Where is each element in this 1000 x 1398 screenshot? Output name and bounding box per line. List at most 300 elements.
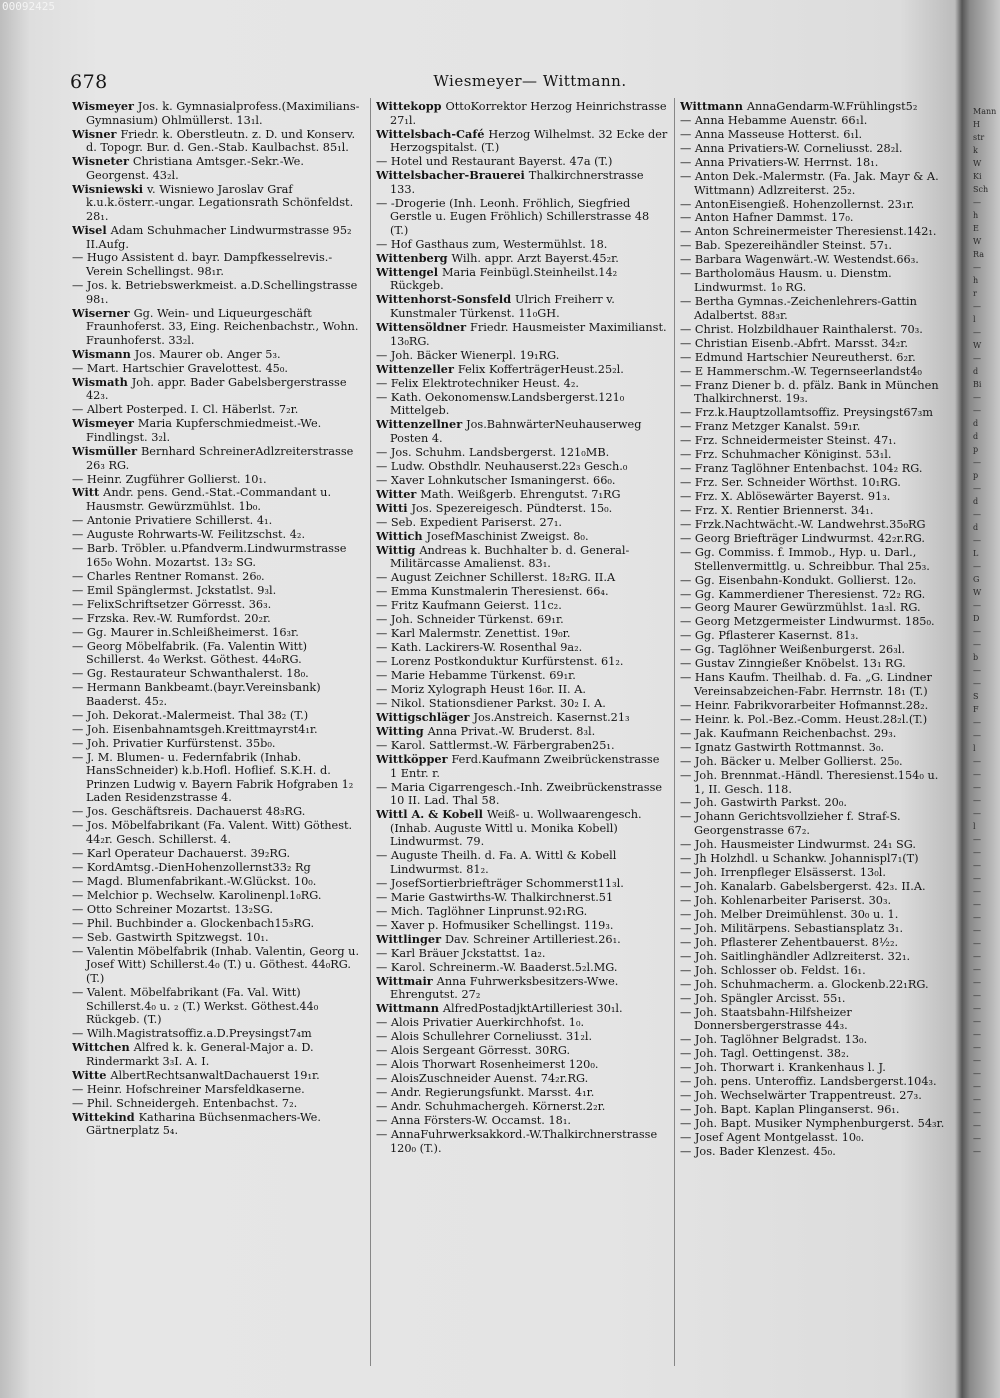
margin-fragment: — — [973, 913, 981, 922]
entry-text: — Fritz Kaufmann Geierst. 11c₂. — [376, 599, 562, 613]
entry-surname: Wittchen — [72, 1040, 134, 1055]
margin-fragment: — — [973, 874, 981, 883]
margin-fragment: — — [973, 809, 981, 818]
margin-fragment: d — [973, 367, 979, 376]
directory-entry — [680, 615, 950, 629]
entry-surname: Wismeyer — [72, 416, 138, 431]
entry-surname: Wittmann — [376, 1001, 443, 1016]
directory-entry — [680, 643, 950, 657]
entry-text: — Moriz Xylograph Heust 16₀r. II. A. — [376, 683, 586, 697]
entry-text: — Jos. k. Betriebswerkmeist. a.D.Schellingstrasse 98₁. — [72, 279, 358, 306]
entry-text: — Joh. Wechselwärter Trappentreust. 27₃. — [680, 1089, 922, 1103]
directory-entry — [72, 1069, 365, 1083]
entry-text: — Christian Eisenb.-Abfrt. Marsst. 34₂r. — [680, 336, 908, 350]
directory-entry — [376, 891, 670, 905]
directory-entry — [376, 877, 670, 891]
directory-entry — [680, 1117, 950, 1131]
directory-entry — [680, 156, 950, 170]
entry-surname: Wiserner — [72, 305, 134, 320]
directory-entry — [376, 627, 670, 641]
entry-text: — Georg Möbelfabrik. (Fa. Valentin Witt) Schillerst. 4₀ Werkst. Göthest. 44₀RG. — [72, 639, 308, 667]
directory-entry — [72, 584, 365, 598]
entry-text: — Anton Schreinermeister Theresienst.142₁. — [680, 225, 937, 239]
margin-fragment: — — [973, 1056, 981, 1065]
directory-entry — [680, 476, 950, 490]
directory-entry — [376, 349, 670, 363]
entry-surname: Wismann — [72, 346, 135, 361]
margin-fragment: — — [973, 562, 981, 571]
margin-fragment: — — [973, 328, 981, 337]
directory-entry — [72, 570, 365, 584]
entry-text: — Frz.k.Hauptzollamtsoffiz. Preysingst67₃m — [680, 406, 934, 420]
entry-text: — Karl Bräuer Jckstattst. 1a₂. — [376, 946, 546, 960]
entry-surname: Wittig — [376, 542, 420, 557]
entry-text: — -Drogerie (Inh. Leonh. Fröhlich, Siegfried Gerstle u. Eugen Fröhlich) Schillerstrasse 48 (T.) — [376, 196, 650, 237]
directory-entry — [376, 100, 670, 127]
margin-fragment: h — [973, 211, 979, 220]
directory-entry — [680, 629, 950, 643]
entry-text: — Karl Operateur Dachauerst. 39₂RG. — [72, 846, 291, 860]
directory-entry — [72, 875, 365, 889]
entry-text: — Anna Hebamme Auenstr. 66₁l. — [680, 113, 868, 127]
directory-entry — [680, 267, 950, 294]
entry-text: — Andr. Regierungsfunkt. Marsst. 4₁r. — [376, 1086, 595, 1100]
directory-entry — [680, 894, 950, 908]
entry-text: — Alois Sergeant Görresst. 30RG. — [376, 1044, 571, 1058]
directory-entry — [680, 880, 950, 894]
directory-entry — [376, 947, 670, 961]
margin-fragment: — — [973, 796, 981, 805]
margin-fragment: — — [973, 718, 981, 727]
margin-fragment: — — [973, 393, 981, 402]
entry-text: — Lorenz Postkonduktur Kurfürstenst. 61₂. — [376, 655, 624, 669]
directory-entry — [680, 1033, 950, 1047]
directory-entry — [376, 1030, 670, 1044]
entry-text: — Christ. Holzbildhauer Rainthalerst. 70₃. — [680, 322, 923, 336]
margin-fragment: — — [973, 679, 981, 688]
directory-entry — [680, 253, 950, 267]
entry-text: — Melchior p. Wechselw. Karolinenpl.1₀RG. — [72, 888, 322, 902]
entry-text: — Hermann Bankbeamt.(bayr.Vereinsbank) Baaderst. 45₂. — [72, 681, 321, 708]
entry-text: Ulrich Freiherr v. Kunstmaler Türkenst. 11₀GH. — [390, 293, 615, 321]
margin-fragment: Bi — [973, 380, 982, 389]
entry-text: — Auguste Theilh. d. Fa. A. Wittl & Kobell Lindwurmst. 81₂. — [376, 849, 617, 876]
margin-fragment: — — [973, 1134, 981, 1143]
directory-entry — [680, 128, 950, 142]
directory-entry — [72, 751, 365, 805]
entry-text: — Gg. Commiss. f. Immob., Hyp. u. Darl., Stellenvermittlg. u. Schreibbur. Thal 25₃. — [680, 545, 930, 573]
entry-text: — Joh. Eisenbahnamtsgeh.Kreittmayrst4₁r. — [72, 722, 318, 736]
directory-entry — [72, 986, 365, 1027]
directory-entry — [72, 279, 365, 306]
entry-text: — Joh. Gastwirth Parkst. 20₀. — [680, 796, 847, 810]
margin-fragment: E — [973, 224, 979, 233]
directory-entry — [680, 1075, 950, 1089]
entry-text: — Bartholomäus Hausm. u. Dienstm. Lindwurmst. 1₀ RG. — [680, 267, 892, 295]
directory-entry — [72, 861, 365, 875]
directory-entry — [376, 961, 670, 975]
entry-surname: Wittich — [376, 528, 427, 543]
margin-fragment: F — [973, 705, 979, 714]
directory-entry — [680, 1089, 950, 1103]
directory-entry — [376, 474, 670, 488]
margin-fragment: d — [973, 523, 979, 532]
entry-text: — Felix Elektrotechniker Heust. 4₂. — [376, 376, 579, 390]
margin-fragment: L — [973, 549, 979, 558]
entry-text: — Joh. Privatier Kurfürstenst. 35b₀. — [72, 736, 276, 750]
directory-entry — [72, 709, 365, 723]
entry-text: — Gg. Restaurateur Schwanthalerst. 18₀. — [72, 667, 309, 681]
directory-entry — [72, 445, 365, 472]
entry-surname: Wittköpper — [376, 751, 452, 766]
entry-surname: Wittenhorst-Sonsfeld — [376, 292, 516, 307]
entry-text: — Franz Metzger Kanalst. 59₁r. — [680, 420, 861, 434]
directory-entry — [72, 183, 365, 224]
directory-entry — [376, 516, 670, 530]
entry-surname: Wittenzellner — [376, 417, 467, 432]
entry-text: — FelixSchriftsetzer Görresst. 36₃. — [72, 597, 272, 611]
entry-text: — Georg Maurer Gewürzmühlst. 1a₃l. RG. — [680, 601, 921, 615]
entry-surname: Wittenzeller — [376, 361, 458, 376]
entry-text: — Johann Gerichtsvollzieher f. Straf-S. Georgenstrasse 67₂. — [680, 810, 901, 838]
directory-entry — [72, 737, 365, 751]
directory-entry — [376, 1016, 670, 1030]
directory-entry — [72, 514, 365, 528]
entry-text: — Joh. Kohlenarbeiter Pariserst. 30₃. — [680, 893, 892, 907]
directory-entry — [680, 518, 950, 532]
entry-surname: Witti — [376, 500, 412, 515]
entry-text: — Joh. Schneider Türkenst. 69₁r. — [376, 613, 564, 627]
directory-entry — [72, 403, 365, 417]
entry-text: — Joh. Melber Dreimühlenst. 30₀ u. 1. — [680, 907, 899, 921]
entry-text: — Gg. Kammerdiener Theresienst. 72₂ RG. — [680, 587, 926, 601]
entry-text: — Gg. Maurer in.Schleißheimerst. 16₃r. — [72, 625, 299, 639]
directory-entry — [680, 588, 950, 602]
entry-text: — Seb. Gastwirth Spitzwegst. 10₁. — [72, 930, 269, 944]
entry-text: Adam Schuhmacher Lindwurmstrasse 95₂ II.Aufg. — [86, 223, 352, 251]
directory-entry — [376, 1114, 670, 1128]
entry-text: — Joh. Irrenpfleger Elsässerst. 13₀l. — [680, 866, 886, 880]
directory-entry — [680, 1061, 950, 1075]
entry-text: — J. M. Blumen- u. Federnfabrik (Inhab. HansSchneider) k.b.Hofl. Hoflief. S.K.H. d. Prinzen Ludwig v. Bayern Fabrik Hofgraben 1₂ Laden Residenzstrasse 4. — [72, 750, 354, 805]
margin-fragment: — — [973, 952, 981, 961]
directory-entry — [680, 546, 950, 573]
entry-text: — Joh. Hausmeister Lindwurmst. 24₁ SG. — [680, 838, 917, 852]
directory-entry — [680, 170, 950, 197]
margin-fragment: — — [973, 848, 981, 857]
directory-entry — [680, 964, 950, 978]
directory-entry — [376, 697, 670, 711]
entry-text: — Frz. Schneidermeister Steinst. 47₁. — [680, 434, 897, 448]
directory-entry — [72, 128, 365, 155]
margin-fragment: — — [973, 354, 981, 363]
entry-text: — Franz Diener b. d. pfälz. Bank in München Thalkirchnerst. 19₃. — [680, 378, 939, 406]
directory-entry — [376, 197, 670, 238]
margin-fragment: — — [973, 1043, 981, 1052]
margin-fragment: W — [973, 588, 982, 597]
directory-entry — [680, 434, 950, 448]
entry-surname: Wittelsbach-Café — [376, 126, 489, 141]
directory-entry — [376, 905, 670, 919]
entry-text: — AntonEisengieß. Hohenzollernst. 23₁r. — [680, 197, 915, 211]
directory-entry — [680, 1145, 950, 1159]
margin-fragment: — — [973, 1069, 981, 1078]
entry-text: Maria Kupferschmiedmeist.-We. Findlingst. 3₂l. — [86, 417, 322, 444]
entry-text: — August Zeichner Schillerst. 18₂RG. II.A — [376, 571, 616, 585]
entry-text: — Hof Gasthaus zum, Westermühlst. 18. — [376, 237, 608, 251]
entry-text: — Alois Privatier Auerkirchhofst. 1₀. — [376, 1016, 585, 1030]
directory-entry — [376, 544, 670, 571]
entry-text: — Anna Försters-W. Occamst. 18₁. — [376, 1114, 571, 1128]
directory-entry — [376, 1100, 670, 1114]
directory-entry — [680, 323, 950, 337]
entry-text: — Mart. Hartschier Gravelottest. 45₀. — [72, 361, 288, 375]
directory-entry — [72, 626, 365, 640]
margin-fragment: W — [973, 237, 982, 246]
entry-text: Thalkirchnerstrasse 133. — [390, 169, 644, 196]
directory-entry — [680, 810, 950, 837]
directory-entry — [680, 114, 950, 128]
margin-fragment: H — [973, 120, 980, 129]
margin-fragment: — — [973, 666, 981, 675]
entry-text: — Gg. Taglöhner Weißenburgerst. 26₃l. — [680, 643, 905, 657]
margin-fragment: r — [973, 289, 977, 298]
entry-text: — Jh Holzhdl. u Schankw. Johannispl7₁(T) — [680, 852, 919, 866]
entry-text: Friedr. Hausmeister Maximilianst. 13₀RG. — [390, 321, 667, 348]
margin-fragment: — — [973, 458, 981, 467]
entry-text: — Emil Spänglermst. Jckstatlst. 9₃l. — [72, 583, 277, 597]
margin-fragment: — — [973, 263, 981, 272]
entry-text: — Anton Hafner Dammst. 17₀. — [680, 211, 854, 225]
entry-text: — Jos. Bader Klenzest. 45₀. — [680, 1145, 836, 1159]
entry-text: — Joh. Bapt. Musiker Nymphenburgerst. 54₃r. — [680, 1117, 945, 1131]
directory-entry — [72, 473, 365, 487]
directory-entry — [680, 1047, 950, 1061]
directory-entry — [72, 805, 365, 819]
entry-surname: Wittekind — [72, 1109, 139, 1124]
directory-entry — [680, 796, 950, 810]
margin-fragment: p — [973, 471, 979, 480]
margin-fragment: Ra — [973, 250, 984, 259]
entry-surname: Wismüller — [72, 443, 141, 458]
entry-text: — Frz. Ser. Schneider Wörthst. 10₁RG. — [680, 476, 901, 490]
margin-fragment: — — [973, 1108, 981, 1117]
entry-text: Christiana Amtsger.-Sekr.-We. Georgenst. 43₂l. — [86, 155, 304, 182]
margin-fragment: d — [973, 432, 979, 441]
entry-text: — Heinr. k. Pol.-Bez.-Comm. Heust.28₂l.(T.) — [680, 712, 928, 726]
directory-entry — [376, 488, 670, 502]
entry-text: — Xaver p. Hofmusiker Schellingst. 119₃. — [376, 918, 614, 932]
margin-fragment: W — [973, 341, 982, 350]
entry-text: — Frzska. Rev.-W. Rumfordst. 20₂r. — [72, 611, 271, 625]
entry-surname: Wittensöldner — [376, 320, 470, 335]
margin-fragment: — — [973, 302, 981, 311]
entry-text: — Jak. Kaufmann Reichenbachst. 29₃. — [680, 726, 897, 740]
entry-text: — Joh. Bapt. Kaplan Plinganserst. 96₁. — [680, 1103, 900, 1117]
entry-text: — Joh. Kanalarb. Gabelsbergerst. 42₃. II.A. — [680, 880, 926, 893]
entry-surname: Wisel — [72, 222, 111, 237]
entry-text: — Joh. Spängler Arcisst. 55₁. — [680, 991, 846, 1005]
entry-text: — Bertha Gymnas.-Zeichenlehrers-Gattin Adalbertst. 88₃r. — [680, 295, 917, 322]
entry-text: — Hotel und Restaurant Bayerst. 47a (T.) — [376, 155, 613, 169]
entry-text: Jos. Maurer ob. Anger 5₃. — [134, 347, 281, 361]
scan-id-label: 00092425 — [2, 0, 55, 13]
entry-text: — Wilh.Magistratsoffiz.a.D.Preysingst7₄m — [72, 1027, 312, 1041]
directory-entry — [680, 365, 950, 379]
entry-text: — Joh. Taglöhner Belgradst. 13₀. — [680, 1033, 868, 1047]
margin-fragment: Sch — [973, 185, 989, 194]
directory-entry — [680, 462, 950, 476]
margin-fragment: — — [973, 1082, 981, 1091]
entry-text: — Auguste Rohrwarts-W. Feilitzschst. 4₂. — [72, 528, 306, 542]
margin-fragment: — — [973, 627, 981, 636]
entry-text: — Jos. Schuhm. Landsbergerst. 121₀MB. — [376, 445, 610, 459]
directory-entry — [680, 601, 950, 615]
entry-text: — Hans Kaufm. Theilhab. d. Fa. „G. Lindner Vereinsabzeichen-Fabr. Herrnstr. 18₁ (T.) — [680, 671, 932, 698]
entry-text: — Magd. Blumenfabrikant.-W.Glückst. 10₀. — [72, 874, 317, 888]
directory-entry — [680, 490, 950, 504]
entry-text: — Franz Taglöhner Entenbachst. 104₂ RG. — [680, 462, 923, 476]
running-head: Wiesmeyer— Wittmann. — [433, 72, 627, 90]
directory-entry — [680, 351, 950, 365]
directory-entry — [376, 641, 670, 655]
directory-entry — [72, 1041, 365, 1068]
directory-entry — [376, 1058, 670, 1072]
margin-fragment: — — [973, 757, 981, 766]
entry-text: — Joh. Tagl. Oettingenst. 38₂. — [680, 1047, 850, 1061]
entry-text: Bernhard SchreinerAdlzreiterstrasse 26₃ RG. — [86, 444, 354, 472]
column-left — [72, 100, 365, 1380]
entry-text: — Joh. Saitlinghändler Adlzreiterst. 32₁. — [680, 949, 911, 963]
entry-surname: Wisner — [72, 126, 121, 141]
entry-text: Wilh. appr. Arzt Bayerst.45₂r. — [451, 251, 619, 265]
directory-entry — [680, 295, 950, 322]
entry-text: — Joh. Bäcker u. Melber Gollierst. 25₀. — [680, 754, 903, 768]
entry-text: — Karol. Sattlermst.-W. Färbergraben25₁. — [376, 738, 615, 752]
directory-entry — [376, 530, 670, 544]
column-rule — [370, 98, 371, 1366]
directory-entry — [376, 293, 670, 320]
entry-surname: Wittengel — [376, 264, 442, 279]
margin-fragment: Mann — [973, 107, 997, 116]
entry-text: — Andr. Schuhmachergeh. Körnerst.2₂r. — [376, 1100, 606, 1114]
directory-entry — [376, 502, 670, 516]
directory-entry — [72, 376, 365, 403]
directory-entry — [376, 1086, 670, 1100]
entry-text: — Jos. Möbelfabrikant (Fa. Valent. Witt) Göthest. 44₂r. Gesch. Schillerst. 4. — [72, 819, 353, 846]
entry-surname: Wisniewski — [72, 181, 147, 196]
entry-text: — Joh. Brennmat.-Händl. Theresienst.154₀ u. 1, II. Gesch. 118. — [680, 768, 939, 796]
directory-entry — [376, 266, 670, 293]
directory-entry — [72, 1097, 365, 1111]
entry-text: — Valentin Möbelfabrik (Inhab. Valentin, Georg u. Josef Witt) Schillerst.4₀ (T.) u. Göthest. 44₀RG. (T.) — [72, 944, 360, 986]
directory-entry — [680, 379, 950, 406]
margin-fragment: — — [973, 510, 981, 519]
margin-fragment: l — [973, 822, 976, 831]
directory-entry — [376, 585, 670, 599]
entry-text: — Anna Masseuse Hotterst. 6₁l. — [680, 127, 863, 141]
entry-surname: Witte — [72, 1067, 111, 1082]
entry-text: Maria Feinbügl.Steinheilst.14₂ Rückgeb. — [390, 265, 618, 293]
entry-text: — Ludw. Obsthdlr. Neuhauserst.22₃ Gesch.₀ — [376, 459, 628, 473]
directory-entry — [72, 1111, 365, 1138]
margin-fragment: — — [973, 731, 981, 740]
entry-text: — Joh. Staatsbahn-Hilfsheizer Donnersbergerstrasse 44₃. — [680, 1005, 852, 1033]
margin-fragment: str — [973, 133, 985, 142]
directory-entry — [72, 224, 365, 251]
entry-text: — Mich. Taglöhner Linprunst.92₁RG. — [376, 904, 588, 918]
column-middle — [376, 100, 670, 1380]
margin-fragment: — — [973, 900, 981, 909]
directory-entry — [72, 362, 365, 376]
margin-fragment: — — [973, 861, 981, 870]
directory-entry — [72, 681, 365, 708]
directory-entry — [680, 142, 950, 156]
margin-fragment: — — [973, 484, 981, 493]
entry-text: — Anna Privatiers-W. Herrnst. 18₁. — [680, 155, 879, 169]
directory-entry — [680, 978, 950, 992]
entry-text: Friedr. k. Oberstleutn. z. D. und Konserv. d. Topogr. Bur. d. Gen.-Stab. Kaulbachst. 85₁l. — [86, 127, 356, 155]
directory-entry — [376, 1072, 670, 1086]
entry-surname: Wittelsbacher-Brauerei — [376, 168, 529, 183]
directory-entry — [680, 504, 950, 518]
entry-surname: Witter — [376, 486, 421, 501]
margin-fragment: D — [973, 614, 980, 623]
directory-entry — [680, 1131, 950, 1145]
entry-text: Jos. Spezereigesch. Pündterst. 15₀. — [411, 501, 613, 515]
directory-entry — [680, 211, 950, 225]
entry-text: Jos. k. Gymnasialprofess.(Maximilians-Gymnasium) Ohlmüllerst. 13₁l. — [86, 100, 360, 127]
entry-text: — AnnaFuhrwerksakkord.-W.Thalkirchnerstrasse 120₀ (T.). — [376, 1128, 658, 1155]
entry-text: — Phil. Schneidergeh. Entenbachst. 7₂. — [72, 1096, 298, 1110]
margin-fragment: — — [973, 770, 981, 779]
entry-text: — KordAmtsg.-DienHohenzollernst33₂ Rg — [72, 860, 311, 874]
directory-entry — [680, 420, 950, 434]
entry-text: — Ignatz Gastwirth Rottmannst. 3₀. — [680, 740, 885, 754]
directory-entry — [680, 992, 950, 1006]
margin-fragment: — — [973, 991, 981, 1000]
entry-text: Andreas k. Buchhalter b. d. General-Militärcasse Amalienst. 83₁. — [390, 543, 630, 571]
directory-entry — [72, 528, 365, 542]
directory-entry — [376, 613, 670, 627]
directory-entry — [72, 667, 365, 681]
entry-text: — Kath. Oekonomensw.Landsbergerst.121₀ Mittelgeb. — [376, 390, 625, 418]
margin-fragment: — — [973, 965, 981, 974]
margin-fragment: — — [973, 198, 981, 207]
entry-text: — Hugo Assistent d. bayr. Dampfkesselrevis.-Verein Schellingst. 98₁r. — [72, 251, 333, 279]
entry-text: — Emma Kunstmalerin Theresienst. 66₄. — [376, 585, 609, 599]
margin-fragment: — — [973, 926, 981, 935]
entry-text: — Barbara Wagenwärt.-W. Westendst.66₃. — [680, 253, 919, 267]
entry-text: Joh. appr. Bader Gabelsbergerstrasse 42₃. — [86, 375, 347, 403]
margin-fragment: — — [973, 601, 981, 610]
entry-text: Katharina Büchsenmachers-We. Gärtnerplatz 5₄. — [86, 1110, 321, 1138]
entry-text: Andr. pens. Gend.-Stat.-Commandant u. Hausmstr. Gewürzmühlst. 1b₀. — [86, 486, 332, 514]
directory-entry — [680, 922, 950, 936]
entry-text: — Joh. Schlosser ob. Feldst. 16₁. — [680, 963, 866, 977]
entry-text: — Alois Thorwart Rosenheimerst 120₀. — [376, 1058, 599, 1072]
directory-entry — [680, 908, 950, 922]
entry-text: — Frz. X. Rentier Briennerst. 34₁. — [680, 503, 874, 517]
entry-text: — Maria Cigarrengesch.-Inh. Zweibrückenstrasse 10 II. Lad. Thal 58. — [376, 780, 663, 808]
entry-text: Jos.BahnwärterNeuhauserweg Posten 4. — [390, 418, 642, 445]
directory-entry — [376, 683, 670, 697]
entry-text: — Joh. Dekorat.-Malermeist. Thal 38₂ (T.) — [72, 708, 309, 722]
entry-text: Felix KofferträgerHeust.25₂l. — [457, 362, 624, 376]
entry-text: — Marie Gastwirths-W. Thalkirchnerst.51 — [376, 890, 614, 904]
entry-text: — Valent. Möbelfabrikant (Fa. Val. Witt) Schillerst.4₀ u. ₂ (T.) Werkst. Göthest.44₀ Rückgeb. (T.) — [72, 986, 319, 1027]
directory-entry — [680, 225, 950, 239]
